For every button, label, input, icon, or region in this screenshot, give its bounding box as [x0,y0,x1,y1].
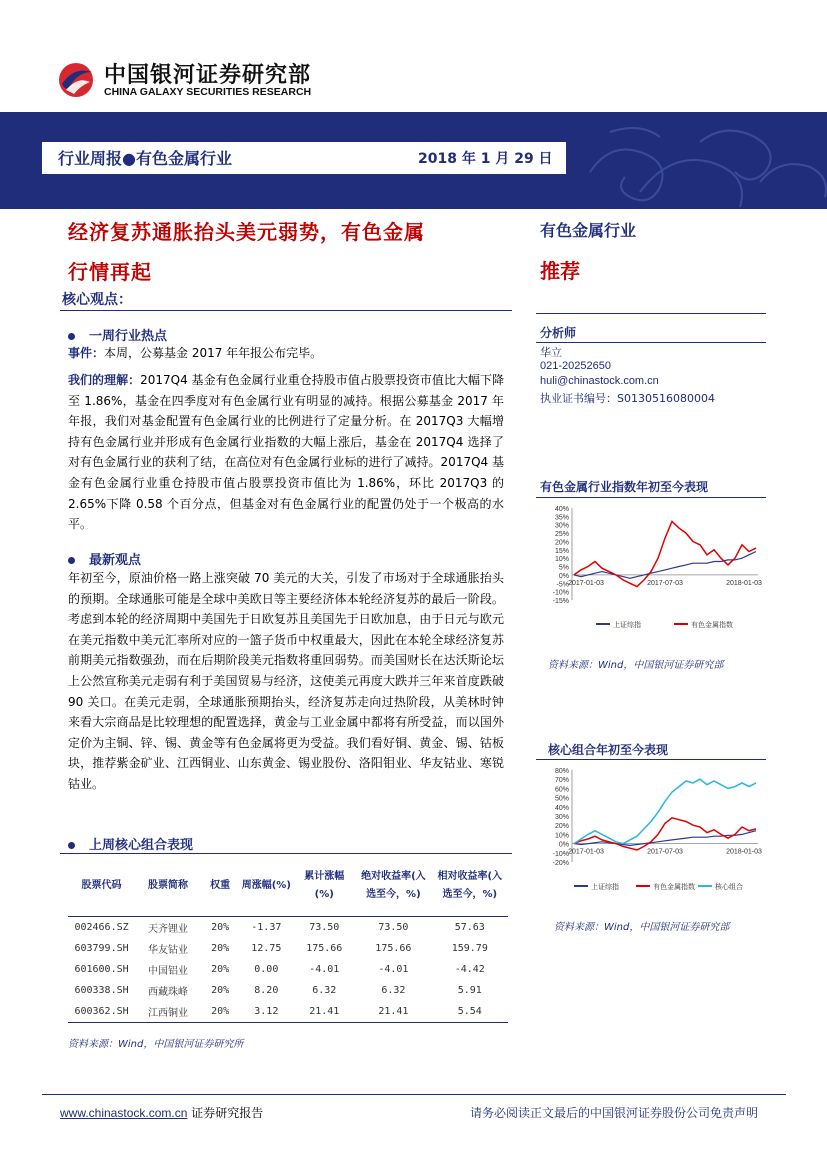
table-cell: 5.91 [457,985,482,996]
table-cell: 20% [211,922,230,933]
sidebar-divider [536,313,766,314]
galaxy-logo-icon [56,60,96,100]
table-cell: 江西铜业 [148,1008,189,1019]
series-line [574,521,756,586]
table-cell: 6.32 [381,985,406,996]
legend-label: 上证综指 [591,884,619,891]
core-view-label: 核心观点： [62,292,132,308]
analyst-label: 分析师 [540,326,577,340]
col-header: 权重 [210,880,231,891]
x-tick-label: 2017-07-03 [647,848,683,856]
y-tick-label: 10% [554,556,569,564]
chart1-source: 资料来源：Wind，中国银河证券研究部 [548,660,724,671]
x-tick-label: 2018-01-03 [726,848,762,856]
col-header: 相对收益率(入选至今，%) [437,871,503,900]
table-cell: -4.01 [378,964,409,975]
col-header: 累计涨幅(%) [304,871,345,900]
table-cell: 20% [211,985,230,996]
bullet-icon [68,333,75,340]
y-tick-label: -10% [552,589,569,597]
portfolio-table [68,856,508,1023]
y-tick-label: 35% [554,514,569,522]
footer-url-link[interactable]: www.chinastock.com.cn [60,1106,188,1120]
x-tick-label: 2017-01-03 [568,579,604,587]
y-tick-label: 20% [554,823,569,831]
chart2-divider [536,759,766,760]
table-row [68,980,508,1001]
table-cell: 20% [211,943,230,954]
table-cell: 159.79 [451,943,488,954]
table-cell: 5.54 [457,1006,482,1017]
table-cell: 天齐锂业 [148,924,189,935]
table-top-divider [60,853,512,854]
y-tick-label: 0% [558,841,569,849]
legend-label: 有色金属指数 [653,884,695,891]
table-cell: 华友钴业 [148,945,189,956]
table-cell: 21.41 [309,1006,340,1017]
y-tick-label: -20% [552,860,569,867]
y-tick-label: 70% [554,777,569,785]
bullet-icon [68,842,75,849]
analyst-email[interactable]: huli@chinastock.com.cn [540,375,659,387]
chart2-title: 核心组合年初至今表现 [548,743,669,757]
table-cell: 20% [211,1006,230,1017]
col-header: 绝对收益率(入选至今，%) [361,871,426,900]
table-cell: 603799.SH [74,943,129,954]
analyst-phone: 021-20252650 [540,360,611,372]
y-tick-label: 60% [554,786,569,794]
table-cell: 601600.SH [74,964,129,975]
table-cell: 中国铝业 [148,966,189,977]
y-tick-label: 25% [554,531,569,539]
table-cell: 175.66 [375,943,412,954]
chart1-title: 有色金属行业指数年初至今表现 [540,480,709,494]
y-tick-label: -5% [556,581,569,589]
y-tick-label: 40% [554,506,569,513]
table-header-row [68,856,508,917]
table-cell: 57.63 [454,922,485,933]
table-cell: 600338.SH [74,985,129,996]
y-tick-label: -10% [552,850,569,858]
y-tick-label: 20% [554,539,569,547]
report-type: 行业周报●有色金属行业 [58,149,232,168]
col-header: 股票代码 [81,880,122,891]
col-header: 周涨幅(%) [241,880,291,891]
core-view-divider [60,310,512,311]
y-tick-label: 5% [558,564,569,572]
table-cell: -1.37 [251,922,282,933]
table-cell: 002466.SZ [74,922,129,933]
section-latest-view: 最新观点 [68,549,141,568]
logo-english-name: CHINA GALAXY SECURITIES RESEARCH [104,86,312,98]
footer-disclaimer: 请务必阅读正文最后的中国银河证券股份公司免责声明 [470,1106,759,1120]
y-tick-label: 15% [554,547,569,555]
table-cell: 73.50 [309,922,340,933]
x-tick-label: 2017-01-03 [568,848,604,856]
table-cell: 73.50 [378,922,409,933]
table-cell: 西藏珠峰 [148,987,189,998]
latest-view-paragraph: 年初至今，原油价格一路上涨突破 70 美元的大关，引发了市场对于全球通胀抬头的预期。全球通胀可能是全球中美欧日等主要经济体本轮经济复苏的最后一阶段。考虑到本轮的经济周期中美国先于日欧复苏且美国先于日欧加息，由于日元与欧元在美元指数中美元汇率所对应的一篮子货币中权重最大，因此在本轮全球经济复苏前期美元指数强劲，而在后期阶段美元指数将重回弱势。而美国财长在达沃斯论坛上公然宣称美元走弱有利于美国贸易与经济，这使美元再度大跌并三年来首度跌破 90 关口。在美元走弱，全球通胀预期抬头，经济复苏走向过热阶段，从美林时钟来看大宗商品是比较理想的配置选择，黄金与工业金属中都将有所受益，而以国外定价为主铜、锌、锡、黄金等有色金属将更为受益。我们看好铜、黄金、锡、钴板块，推荐紫金矿业、江西铜业、山东黄金、锡业股份、洛阳钼业、华友钴业、寒锐钴业。 [68,571,504,791]
chart1-divider [536,497,766,498]
y-tick-label: 10% [554,832,569,840]
analyst-divider [536,342,766,343]
x-tick-label: 2017-07-03 [647,579,683,587]
table-cell: 8.20 [254,985,279,996]
y-tick-label: 40% [554,804,569,812]
y-tick-label: 30% [554,814,569,821]
table-source: 资料来源：Wind，中国银河证券研究所 [68,1039,244,1050]
table-cell: 6.32 [312,985,337,996]
table-cell: 20% [211,964,230,975]
y-tick-label: 0% [558,572,569,580]
bullet-icon [68,557,75,564]
y-tick-label: 80% [554,768,569,775]
sidebar-rating: 推荐 [540,259,580,283]
analyst-license: 执业证书编号：S0130516080004 [540,392,715,405]
event-paragraph: 事件：本周，公募基金 2017 年年报公布完毕。 [68,346,323,360]
y-tick-label: -15% [552,598,569,605]
table-cell: 0.00 [254,964,279,975]
table-cell: -4.01 [309,964,340,975]
x-tick-label: 2018-01-03 [726,579,762,587]
footer-left: www.chinastock.com.cn 证券研究报告 [60,1106,264,1120]
legend-label: 上证综指 [613,622,641,629]
table-cell: 21.41 [378,1006,409,1017]
table-row [68,938,508,959]
table-cell: -4.42 [454,964,485,975]
table-cell: 600362.SH [74,1006,129,1017]
chart2-source: 资料来源：Wind，中国银河证券研究部 [554,922,730,933]
section-weekly-hot: 一周行业热点 [68,325,167,344]
logo-chinese-name: 中国银河证券研究部 [104,63,312,88]
report-title-line1: 经济复苏通胀抬头美元弱势，有色金属 [68,220,425,244]
report-title-line2: 行情再起 [68,260,152,284]
report-date: 2018 年 1 月 29 日 [418,151,553,167]
series-line [574,779,756,843]
footer-divider [42,1094,786,1095]
sidebar-industry: 有色金属行业 [540,221,637,240]
table-row [68,959,508,980]
table-cell: 3.12 [254,1006,279,1017]
y-tick-label: 30% [554,522,569,530]
table-row [68,1001,508,1023]
col-header: 股票简称 [148,880,189,891]
chart1-industry-index [540,500,766,640]
table-cell: 12.75 [251,943,282,954]
y-tick-label: 50% [554,795,569,803]
analyst-name: 华立 [540,346,562,359]
table-cell: 175.66 [306,943,343,954]
chart2-core-portfolio [540,762,766,902]
table-row [68,917,508,939]
legend-label: 有色金属指数 [691,622,733,629]
understanding-paragraph: 我们的理解：2017Q4 基金有色金属行业重仓持股市值占股票投资市值比大幅下降至 1.86%，基金在四季度对有色金属行业有明显的减持。根据公募基金 2017 年年报，我们对基金配置有色金属行业的比例进行了定量分析。在 2017Q3 大幅增持有色金属行业并形成有色金属行业指数的大幅上涨后，基金在 2017Q4 选择了对有色金属行业的获利了结，在高位对有色金属行业标的进行了减持。2017Q4 基金有色金属行业重仓持股市值占股票投资市值比为 1.86%，环比 2017Q3 的 2.65%下降 0.58 个百分点，但基金对有色金属行业的配置仍处于一个极高的水平。 [68,373,504,532]
section-portfolio: 上周核心组合表现 [68,834,193,853]
legend-label: 核心组合 [715,884,743,891]
